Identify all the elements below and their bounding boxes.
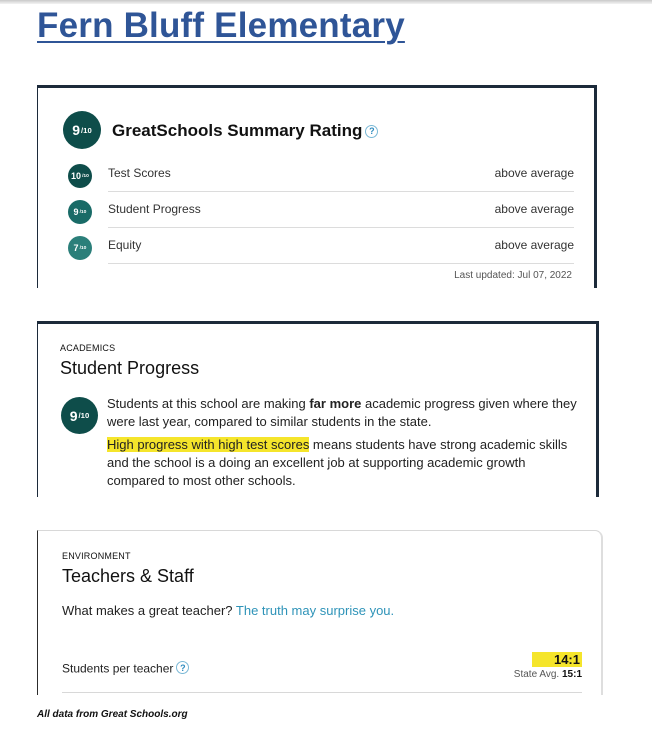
- progress-rating-value: 9: [69, 407, 78, 424]
- summary-rating-title: [112, 121, 378, 141]
- rating-row-equity: [108, 228, 574, 264]
- last-updated: Last updated: Jul 07, 2022: [454, 270, 572, 281]
- emphasis: far more: [309, 396, 362, 411]
- rating-row-label: Equity: [108, 238, 142, 252]
- summary-rating-badge: [63, 111, 101, 149]
- equity-rating: 7: [73, 243, 79, 253]
- highlighted-phrase: High progress with high test scores: [107, 437, 310, 452]
- teachers-staff-card: [37, 530, 603, 695]
- students-per-teacher-row: [62, 652, 582, 693]
- progress-explanation: [107, 436, 577, 490]
- rating-row-value: above average: [494, 202, 574, 216]
- section-title: Student Progress: [60, 358, 200, 378]
- teacher-question: [62, 603, 394, 618]
- text: academic progress given where they were last year, compared to similar students in the state.: [107, 396, 577, 429]
- help-icon[interactable]: ?: [365, 125, 378, 138]
- section-eyebrow: ACADEMICS: [60, 343, 116, 353]
- equity-scale: /10: [79, 245, 87, 251]
- truth-link[interactable]: The truth may surprise you.: [235, 603, 395, 618]
- summary-title-text: GreatSchools Summary Rating: [112, 121, 363, 140]
- test-scores-rating: 10: [71, 171, 82, 181]
- state-avg-value: 15:1: [561, 669, 582, 680]
- student-teacher-ratio: 14:1: [532, 652, 582, 667]
- rating-row-label: Student Progress: [108, 202, 201, 216]
- summary-rating-card: [37, 85, 597, 288]
- rating-row-value: above average: [494, 238, 574, 252]
- progress-rating-scale: /10: [78, 411, 90, 420]
- student-progress-card: [37, 321, 599, 497]
- state-average: [514, 669, 582, 680]
- progress-description: [107, 395, 577, 431]
- students-per-teacher-label: [62, 661, 189, 676]
- summary-rating-value: 9: [72, 122, 81, 138]
- rating-row-label: Test Scores: [108, 166, 171, 180]
- question-text: What makes a great teacher?: [62, 603, 236, 618]
- rating-row-test-scores: [108, 156, 574, 192]
- student-progress-scale: /10: [79, 209, 87, 215]
- page-title[interactable]: Fern Bluff Elementary: [37, 6, 405, 45]
- test-scores-badge: [68, 164, 92, 188]
- label-text: Students per teacher: [62, 661, 174, 676]
- footer-note: All data from Great Schools.org: [37, 709, 188, 720]
- progress-rating-badge: [61, 397, 98, 434]
- text: Students at this school are making: [107, 396, 310, 411]
- summary-rating-scale: /10: [81, 125, 92, 135]
- help-icon[interactable]: ?: [176, 661, 189, 674]
- student-progress-rating: 9: [73, 207, 79, 217]
- test-scores-scale: /10: [82, 173, 89, 179]
- section-title: Teachers & Staff: [62, 566, 194, 586]
- state-avg-label: State Avg.: [513, 669, 562, 680]
- rating-row-value: above average: [494, 166, 574, 180]
- student-progress-badge: [68, 200, 92, 224]
- top-border: [0, 0, 652, 4]
- rating-row-student-progress: [108, 192, 574, 228]
- text: means students have strong academic skills and the school is a doing an excellent job at supporting academic growth compared to most other schools.: [107, 437, 568, 488]
- section-eyebrow: ENVIRONMENT: [62, 551, 131, 561]
- equity-badge: [68, 236, 92, 260]
